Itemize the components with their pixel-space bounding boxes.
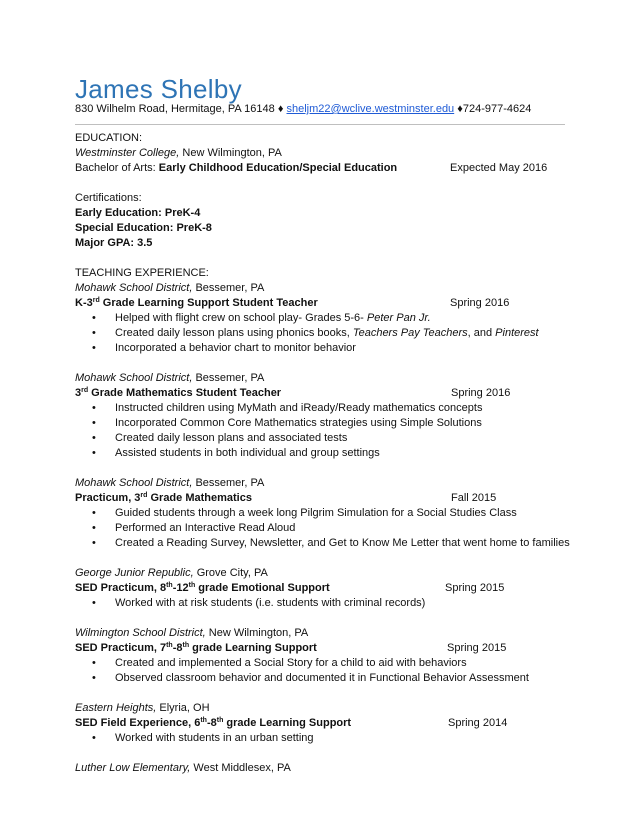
- employer-line: [75, 281, 565, 296]
- employer-location: Bessemer, PA: [195, 282, 265, 294]
- employer-location: New Wilmington, PA: [208, 627, 309, 639]
- position-title-line: [75, 386, 565, 401]
- position-title: grade Learning Support: [223, 717, 352, 729]
- bullet-text: Instructed children using MyMath and iReady/Ready mathematics concepts: [115, 402, 483, 414]
- employer-line: [75, 371, 565, 386]
- position-title-line: [75, 641, 565, 656]
- position-date: Fall 2015: [451, 492, 497, 504]
- degree-prefix: Bachelor of Arts:: [75, 162, 156, 174]
- employer-line: [75, 476, 565, 491]
- ordinal-suffix: rd: [92, 297, 100, 304]
- header-divider: [75, 124, 565, 125]
- employer-location: West Middlesex, PA: [193, 762, 291, 774]
- employer-location: Bessemer, PA: [195, 372, 265, 384]
- position-title: K-3: [75, 297, 93, 309]
- position-title: Grade Learning Support Student Teacher: [99, 297, 318, 309]
- employer-name: Mohawk School District,: [75, 372, 193, 384]
- separator-diamond: ♦: [277, 103, 284, 115]
- employer-name: George Junior Republic,: [75, 567, 194, 579]
- position-date: Spring 2016: [451, 387, 511, 399]
- position-title: Practicum, 3: [75, 492, 141, 504]
- bullet-text: Helped with flight crew on school play- Grades 5-6-: [115, 312, 367, 324]
- employer-line: [75, 701, 565, 716]
- bullet-item: [75, 401, 565, 416]
- position-title-line: [75, 491, 565, 506]
- position-date: Spring 2015: [447, 642, 507, 654]
- bullet-text: Worked with students in an urban setting: [115, 732, 314, 744]
- position-title: Grade Mathematics: [147, 492, 252, 504]
- position-title: grade Emotional Support: [195, 582, 330, 594]
- bullet-text: Created a Reading Survey, Newsletter, and Get to Know Me Letter that went home to families: [115, 537, 570, 549]
- ordinal-suffix: rd: [140, 492, 148, 499]
- bullet-text: Performed an Interactive Read Aloud: [115, 522, 296, 534]
- bullet-item: [75, 446, 565, 461]
- bullet-item: [75, 416, 565, 431]
- certification-item: Early Education: PreK-4: [75, 207, 201, 219]
- position-title-line: [75, 296, 565, 311]
- degree-line: [75, 161, 565, 176]
- experience-heading: TEACHING EXPERIENCE:: [75, 267, 209, 279]
- phone: 724-977-4624: [462, 103, 532, 115]
- ordinal-suffix: th: [166, 582, 173, 589]
- employer-line: [75, 761, 565, 776]
- bullet-item: [75, 596, 565, 611]
- position-date: Spring 2016: [450, 297, 510, 309]
- employer-line: [75, 566, 565, 581]
- education-heading: EDUCATION:: [75, 132, 143, 144]
- position-title: grade Learning Support: [189, 642, 317, 654]
- email-link[interactable]: sheljm22@wclive.westminster.edu: [286, 103, 455, 115]
- experience-entries: [75, 281, 570, 776]
- employer-name: Wilmington School District,: [75, 627, 206, 639]
- education-school-line: [75, 146, 565, 161]
- bullet-text: Incorporated Common Core Mathematics strategies using Simple Solutions: [115, 417, 482, 429]
- bullet-item: [75, 731, 565, 746]
- ordinal-suffix: rd: [81, 387, 89, 394]
- degree-date: Expected May 2016: [450, 162, 548, 174]
- bullet-text: Incorporated a behavior chart to monitor behavior: [115, 342, 356, 354]
- position-date: Spring 2014: [448, 717, 508, 729]
- employer-location: Bessemer, PA: [195, 477, 265, 489]
- bullet-text: Guided students through a week long Pilgrim Simulation for a Social Studies Class: [115, 507, 517, 519]
- bullet-text: , and: [467, 327, 496, 339]
- bullet-item: [75, 671, 565, 686]
- employer-location: Elyria, OH: [159, 702, 210, 714]
- bullet-italic-text: Teachers Pay Teachers: [352, 327, 468, 339]
- ordinal-suffix: th: [182, 642, 190, 649]
- ordinal-suffix: th: [166, 642, 173, 649]
- employer-name: Mohawk School District,: [75, 477, 193, 489]
- bullet-item: [75, 521, 565, 536]
- position-title-line: [75, 716, 565, 731]
- position-title: Grade Mathematics Student Teacher: [88, 387, 282, 399]
- employer-location: Grove City, PA: [196, 567, 268, 579]
- bullet-text: Worked with at risk students (i.e. students with criminal records): [115, 597, 426, 609]
- resume-name: James Shelby: [75, 74, 242, 104]
- school-name: Westminster College,: [75, 147, 180, 159]
- certification-item: Special Education: PreK-8: [75, 222, 212, 234]
- employer-name: Eastern Heights,: [75, 702, 157, 714]
- separator-diamond: ♦: [457, 103, 463, 115]
- bullet-text: Created daily lesson plans and associated tests: [115, 432, 348, 444]
- bullet-item: [75, 311, 565, 326]
- bullet-italic-text: Peter Pan Jr.: [366, 312, 431, 324]
- position-title-line: [75, 581, 565, 596]
- bullet-text: Created and implemented a Social Story for a child to aid with behaviors: [115, 657, 467, 669]
- position-title: SED Practicum, 7: [75, 642, 167, 654]
- employer-name: Luther Low Elementary,: [75, 762, 191, 774]
- school-location: New Wilmington, PA: [182, 147, 282, 159]
- bullet-text: Created daily lesson plans using phonics books,: [115, 327, 353, 339]
- employer-line: [75, 626, 565, 641]
- position-title: -8: [206, 717, 217, 729]
- bullet-item: [75, 506, 565, 521]
- bullet-item: [75, 341, 565, 356]
- certifications-heading: Certifications:: [75, 192, 142, 204]
- position-title: SED Field Experience, 6: [75, 717, 201, 729]
- bullet-item: [75, 431, 565, 446]
- address: 830 Wilhelm Road, Hermitage, PA 16148: [75, 103, 275, 115]
- ordinal-suffix: th: [200, 717, 207, 724]
- position-date: Spring 2015: [445, 582, 505, 594]
- certification-item: Major GPA: 3.5: [75, 237, 153, 249]
- contact-line: [75, 103, 531, 115]
- bullet-item: [75, 536, 570, 551]
- resume-body: [75, 131, 570, 776]
- employer-name: Mohawk School District,: [75, 282, 193, 294]
- bullet-item: [75, 656, 565, 671]
- bullet-italic-text: Pinterest: [495, 327, 539, 339]
- bullet-item: [75, 326, 565, 341]
- position-title: 3: [75, 387, 82, 399]
- position-title: -12: [172, 582, 189, 594]
- ordinal-suffix: th: [216, 717, 224, 724]
- position-title: -8: [172, 642, 183, 654]
- bullet-text: Observed classroom behavior and documented it in Functional Behavior Assessment: [115, 672, 529, 684]
- degree-name: Early Childhood Education/Special Education: [158, 162, 398, 174]
- ordinal-suffix: th: [188, 582, 196, 589]
- position-title: SED Practicum, 8: [75, 582, 167, 594]
- bullet-text: Assisted students in both individual and group settings: [115, 447, 380, 459]
